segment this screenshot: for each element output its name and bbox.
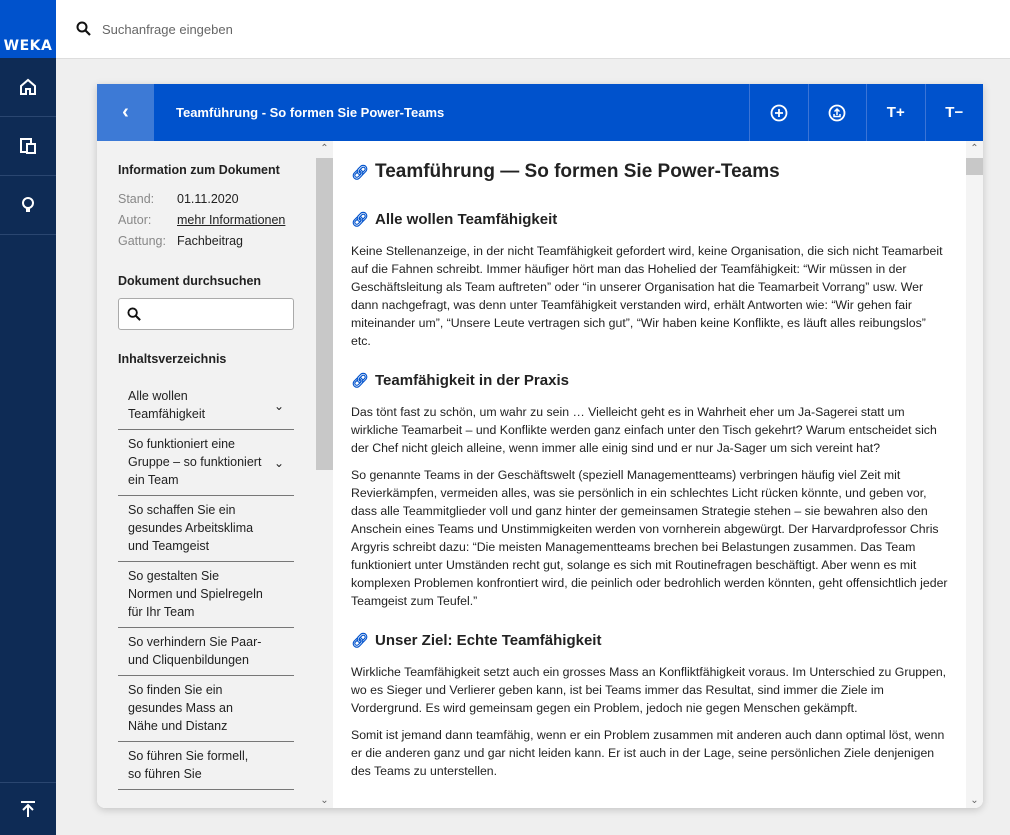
link-icon[interactable]: 🔗︎ [351,163,369,180]
logo-text: WEKA [3,38,53,54]
scroll-to-top-button[interactable] [0,782,56,835]
link-icon[interactable]: 🔗︎ [351,372,369,388]
toc-item-label: So schaffen Sie ein gesundes Arbeitsklima und Teamgeist [128,503,254,553]
article-title-text: Teamführung — So formen Sie Power-Teams [375,161,780,182]
section-heading [351,632,948,649]
toc-item-label: So funktioniert eine Gruppe – so funktioniert ein Team [128,437,262,487]
document-title: Teamführung - So formen Sie Power-Teams [176,105,445,120]
article-section [351,211,948,350]
toc-item[interactable] [118,496,294,562]
toc-item[interactable] [118,742,294,790]
section-heading [351,211,948,228]
document-header [97,84,983,141]
weka-logo[interactable] [0,0,56,58]
toc-item[interactable] [118,430,294,496]
text-decrease-icon: T− [945,104,964,121]
toc-item[interactable] [118,676,294,742]
scroll-down-icon[interactable]: ⌄ [970,795,979,806]
content-scrollbar[interactable] [966,141,983,808]
gattung-value: Fachbeitrag [177,234,244,248]
section-heading-text: Alle wollen Teamfähigkeit [375,211,558,228]
text-increase-icon: T+ [886,104,905,121]
document-search-input[interactable] [118,298,294,330]
toc-heading: Inhaltsverzeichnis [118,352,227,366]
info-scrollbar[interactable] [316,141,333,808]
nav-home[interactable] [0,58,56,117]
link-icon[interactable]: 🔗︎ [351,211,369,227]
search-icon [127,307,142,322]
table-of-contents [118,382,294,790]
toc-item-label: So verhindern Sie Paar- und Cliquenbildungen [128,635,262,667]
scrollbar-thumb[interactable] [966,158,983,175]
text-increase-button[interactable] [866,84,925,141]
article-content [333,141,966,808]
article-title [351,161,948,183]
search-icon [76,21,92,37]
nav-documents[interactable] [0,117,56,176]
toc-item[interactable] [118,628,294,676]
toc-item-label: So führen Sie formell, so führen Sie [128,749,249,781]
back-button[interactable] [97,84,154,141]
article-section [351,372,948,610]
section-heading-text: Unser Ziel: Echte Teamfähigkeit [375,632,602,649]
scrollbar-thumb[interactable] [316,158,333,470]
search-bar[interactable] [56,0,1010,59]
docsearch-heading: Dokument durchsuchen [118,274,262,288]
article-section [351,632,948,780]
paragraph: Keine Stellenanzeige, in der nicht Teamfähigkeit gefordert wird, keine Organisation, die sich nicht Teamarbeit auf die Fahnen schreibt. Immer häufiger hört man das Hohelied der Teamfähigkeit: “Wir müssen in der Geschäftsleitung als Team auftreten” oder “in unserer Organisation hat die Teamarbeit Vorrang” usw. Wer dann nachgefragt, was denn unter Teamfähigkeit verstanden wird, erhält Antworten wie: “Wir gehen fair miteinander um”, “Unsere Leute vertragen sich gut”, “Wir haben keine Konflikte, es läuft alles reibungslos” etc. [351,244,943,348]
scroll-up-icon[interactable]: ⌃ [320,143,329,154]
home-icon [19,78,37,96]
stand-value: 01.11.2020 [177,192,239,206]
paragraph: Wirkliche Teamfähigkeit setzt auch ein grosses Mass an Konfliktfähigkeit voraus. Im Unterschied zu Gruppen, wo es Sieger und Verlierer geben kann, ist bei Teams immer das Resultat, sind immer die Ziele im Vordergrund. Es wird gemeinsam gegen ein Problem, jedoch nie gegen Menschen gekämpft. [351,665,947,715]
side-nav [0,0,56,835]
section-heading-text: Teamfähigkeit in der Praxis [375,372,569,389]
section-heading [351,372,948,389]
stand-label: Stand: [118,192,155,206]
toc-item-label: Alle wollen Teamfähigkeit [128,389,206,421]
autor-link[interactable]: mehr Informationen [177,213,286,227]
documents-icon [19,137,37,155]
scroll-to-top-icon [20,800,36,818]
text-decrease-button[interactable] [925,84,984,141]
paragraph: Das tönt fast zu schön, um wahr zu sein … Vielleicht geht es in Wahrheit eher um Ja-Sagerei statt um wirkliche Teamarbeit – und Konflikte werden ganz einfach unter den Tisch gekehrt? Warum entscheidet sich der Chef nicht gleich alleine, wenn immer alle einig sind und er nur Ja-Sager um sich vereint hat? [351,405,937,455]
paragraph: Somit ist jemand dann teamfähig, wenn er ein Problem zusammen mit anderen auch dann optimal löst, wenn er die anderen ganz und gar nicht leiden kann. Er ist auch in der Lage, seine persönlichen Ziele denjenigen des Teams zu unterstellen. [351,728,945,778]
share-button[interactable] [808,84,867,141]
info-heading: Information zum Dokument [118,163,280,177]
gattung-label: Gattung: [118,234,166,248]
toc-item-label: So gestalten Sie Normen und Spielregeln für Ihr Team [128,569,263,619]
toc-item[interactable] [118,382,294,430]
paragraph: So genannte Teams in der Geschäftswelt (speziell Managementteams) verbringen häufig viel Zeit mit Revierkämpfen, vermeiden alles, was sie persönlich in ein schlechtes Licht rücken könnte, und geben vor, dass alle Teammitglieder voll und ganz hinter der gemeinsamen Strategie stehen – sie bewahren also den Anschein eines Teams und Unstimmigkeiten werden von vornherein abgewürgt. Der Harvardprofessor Chris Argyris schreibt dazu: “Die meisten Managementteams brechen bei Belastungen zusammen. Das Team funktioniert unter Umständen recht gut, solange es sich mit Routinefragen beschäftigt. Aber wenn es mit komplexen Problemen konfrontiert wird, die peinlich oder bedrohlich werden könnten, geht offensichtlich jeder Teamgeist zum Teufel.” [351,468,948,608]
add-button[interactable] [749,84,808,141]
info-panel [97,141,333,808]
toc-item-label: So finden Sie ein gesundes Mass an Nähe und Distanz [128,683,233,733]
chevron-down-icon[interactable]: ⌄ [273,455,284,470]
nav-ideas[interactable] [0,176,56,235]
share-icon [828,104,846,122]
scroll-up-icon[interactable]: ⌃ [970,143,979,154]
autor-label: Autor: [118,213,152,227]
scroll-down-icon[interactable]: ⌄ [320,795,329,806]
link-icon[interactable]: 🔗︎ [351,632,369,648]
add-circle-icon [770,104,788,122]
search-input[interactable]: Suchanfrage eingeben [102,21,233,37]
document-card [97,84,983,808]
chevron-left-icon: ‹ [122,101,129,123]
chevron-down-icon[interactable]: ⌄ [273,398,284,413]
toc-item[interactable] [118,562,294,628]
lightbulb-icon [19,196,37,214]
